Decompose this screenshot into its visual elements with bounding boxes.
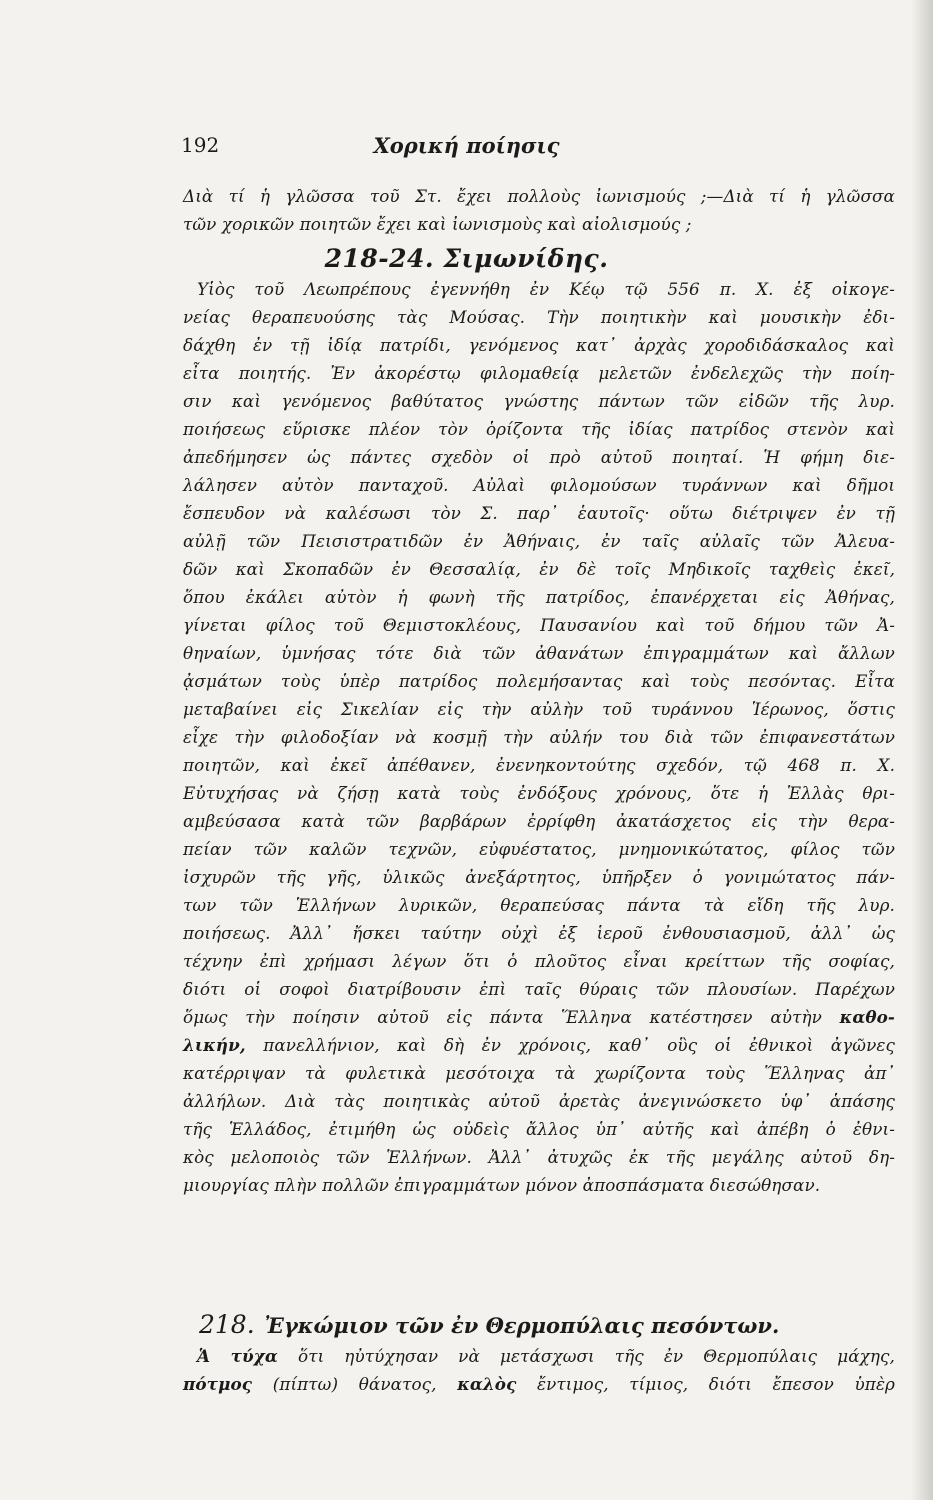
biography-line: νείας θεραπευούσης τὰς Μούσας. Τὴν ποιητικὴν καὶ μουσικὴν ἐδι-	[183, 307, 895, 327]
biography-line: γίνεται φίλος τοῦ Θεμιστοκλέους, Παυσανίου καὶ τοῦ δήμου τῶν Ἀ-	[183, 615, 895, 635]
biography-line: ἀπεδήμησεν ὡς πάντες σχεδὸν οἱ πρὸ αὐτοῦ ποιηταί. Ἡ φήμη διε-	[183, 447, 895, 467]
intro-line: τῶν χορικῶν ποιητῶν ἔχει καὶ ἰωνισμοὺς καὶ αἰολισμούς ;	[183, 214, 692, 234]
biography-line: Υἱὸς τοῦ Λεωπρέπους ἐγεννήθη ἐν Κέῳ τῷ 556 π. Χ. ἐξ οἰκογε-	[197, 279, 895, 299]
section-heading: 218-24. Σιμωνίδης.	[324, 244, 609, 273]
biography-line: τῆς Ἑλλάδος, ἐτιμήθη ὡς οὐδεὶς ἄλλος ὑπ᾽ αὐτῆς καὶ ἀπέβη ὁ ἐθνι-	[183, 1119, 895, 1139]
intro-line: Διὰ τί ἡ γλῶσσα τοῦ Στ. ἔχει πολλοὺς ἰωνισμούς ;—Διὰ τί ἡ γλῶσσα	[183, 186, 895, 206]
running-title: Χορική ποίησις	[373, 133, 560, 158]
biography-line: εἶχε τὴν φιλοδοξίαν νὰ κοσμῇ τὴν αὐλήν του διὰ τῶν ἐπιφανεστάτων	[183, 727, 895, 747]
emphasis-katholikin: καθο-	[839, 1007, 895, 1027]
biography-line: δῶν καὶ Σκοπαδῶν ἐν Θεσσαλίᾳ, ἐν δὲ τοῖς Μηδικοῖς ταχθεὶς ἐκεῖ,	[183, 559, 895, 579]
biography-line: αὐλῇ τῶν Πεισιστρατιδῶν ἐν Ἀθήναις, ἐν ταῖς αὐλαῖς τῶν Ἀλευα-	[183, 531, 895, 551]
biography-line: αμβεύσασα κατὰ τῶν βαρβάρων ἐρρίφθη ἀκατάσχετος εἰς τὴν θερα-	[183, 811, 895, 831]
biography-line: ποιήσεως. Ἀλλ᾽ ἤσκει ταύτην οὐχὶ ἐξ ἱεροῦ ἐνθουσιασμοῦ, ἀλλ᾽ ὡς	[183, 923, 895, 943]
biography-line: ὅμως τὴν ποίησιν αὐτοῦ εἰς πάντα Ἕλληνα κατέστησεν αὐτὴν καθο-	[183, 1007, 895, 1027]
biography-line: μιουργίας πλὴν πολλῶν ἐπιγραμμάτων μόνον ἀποσπάσματα διεσώθησαν.	[183, 1175, 821, 1195]
biography-line: λικήν, πανελλήνιον, καὶ δὴ ἐν χρόνοις, καθ᾽ οὓς οἱ ἐθνικοὶ ἀγῶνες	[183, 1035, 895, 1055]
biography-line: μεταβαίνει εἰς Σικελίαν εἰς τὴν αὐλὴν τοῦ τυράννου Ἱέρωνος, ὅστις	[183, 699, 895, 719]
page-edge-shadow	[911, 0, 933, 1500]
biography-line: ποιήσεως εὕρισκε πλέον τὸν ὁρίζοντα τῆς ἰδίας πατρίδος στενὸν καὶ	[183, 419, 895, 439]
biography-line: θηναίων, ὑμνήσας τότε διὰ τῶν ἀθανάτων ἐπιγραμμάτων καὶ ἄλλων	[183, 643, 895, 663]
biography-line: κὸς μελοποιὸς τῶν Ἑλλήνων. Ἀλλ᾽ ἀτυχῶς ἐκ τῆς μεγάλης αὐτοῦ δη-	[183, 1147, 895, 1167]
commentary-paragraph	[183, 1342, 895, 1398]
biography-line: τέχνην ἐπὶ χρήμασι λέγων ὅτι ὁ πλοῦτος εἶναι κρείττων τῆς σοφίας,	[183, 951, 895, 971]
poem-number: 218.	[199, 1310, 255, 1339]
biography-line: ᾀσμάτων τοὺς ὑπὲρ πατρίδος πολεμήσαντας καὶ τοὺς πεσόντας. Εἶτα	[183, 671, 895, 691]
biography-line: διότι οἱ σοφοὶ διατρίβουσιν ἐπὶ ταῖς θύραις τῶν πλουσίων. Παρέχων	[183, 979, 895, 999]
biography-line: σιν καὶ γενόμενος βαθύτατος γνώστης πάντων τῶν εἰδῶν τῆς λυρ.	[183, 391, 895, 411]
poem-heading	[199, 1310, 899, 1339]
emphasis-katholikin-cont: λικήν,	[183, 1035, 246, 1055]
page-number: 192	[181, 133, 220, 157]
commentary-term: Ἁ τύχα	[197, 1346, 278, 1366]
biography-line: λάλησεν αὐτὸν πανταχοῦ. Αὐλαὶ φιλομούσων τυράννων καὶ δῆμοι	[183, 475, 895, 495]
poem-title: Ἐγκώμιον τῶν ἐν Θερμοπύλαις πεσόντων.	[264, 1313, 780, 1338]
biography-line: ἔσπευδον νὰ καλέσωσι τὸν Σ. παρ᾽ ἑαυτοῖς· οὕτω διέτριψεν ἐν τῇ	[183, 503, 895, 523]
biography-line: ὅπου ἐκάλει αὐτὸν ἡ φωνὴ τῆς πατρίδος, ἐπανέρχεται εἰς Ἀθήνας,	[183, 587, 895, 607]
biography-line: δάχθη ἐν τῇ ἰδίᾳ πατρίδι, γενόμενος κατ᾽ ἀρχὰς χοροδιδάσκαλος καὶ	[183, 335, 895, 355]
biography-line: ποιητῶν, καὶ ἐκεῖ ἀπέθανεν, ἐνενηκοντούτης σχεδόν, τῷ 468 π. Χ.	[183, 755, 895, 775]
commentary-line: Ἁ τύχα ὅτι ηὐτύχησαν νὰ μετάσχωσι τῆς ἐν Θερμοπύλαις μάχης,	[197, 1346, 895, 1366]
biography-line: πείαν τῶν καλῶν τεχνῶν, εὐφυέστατος, μνημονικώτατος, φίλος τῶν	[183, 839, 895, 859]
biography-line: Εὐτυχήσας νὰ ζήσῃ κατὰ τοὺς ἐνδόξους χρόνους, ὅτε ἡ Ἑλλὰς θρι-	[183, 783, 895, 803]
commentary-term: πότμος	[183, 1374, 253, 1394]
biography-line: ἰσχυρῶν τῆς γῆς, ὑλικῶς ἀνεξάρτητος, ὑπῆρξεν ὁ γονιμώτατος πάν-	[183, 867, 895, 887]
biography-line: κατέρριψαν τὰ φυλετικὰ μεσότοιχα τὰ χωρίζοντα τοὺς Ἕλληνας ἀπ᾽	[183, 1063, 895, 1083]
biography-line: ἀλλήλων. Διὰ τὰς ποιητικὰς αὐτοῦ ἀρετὰς ἀνεγινώσκετο ὑφ᾽ ἁπάσης	[183, 1091, 895, 1111]
biography-line: εἶτα ποιητής. Ἐν ἀκορέστῳ φιλομαθείᾳ μελετῶν ἐνδελεχῶς τὴν ποίη-	[183, 363, 895, 383]
commentary-term: καλὸς	[457, 1374, 517, 1394]
intro-questions	[183, 182, 895, 238]
biography-line: των τῶν Ἑλλήνων λυρικῶν, θεραπεύσας πάντα τὰ εἴδη τῆς λυρ.	[183, 895, 895, 915]
commentary-line: πότμος (πίπτω) θάνατος, καλὸς ἔντιμος, τίμιος, διότι ἔπεσον ὑπὲρ	[183, 1374, 896, 1394]
page-header	[0, 133, 933, 163]
biography-paragraph	[183, 275, 895, 1199]
